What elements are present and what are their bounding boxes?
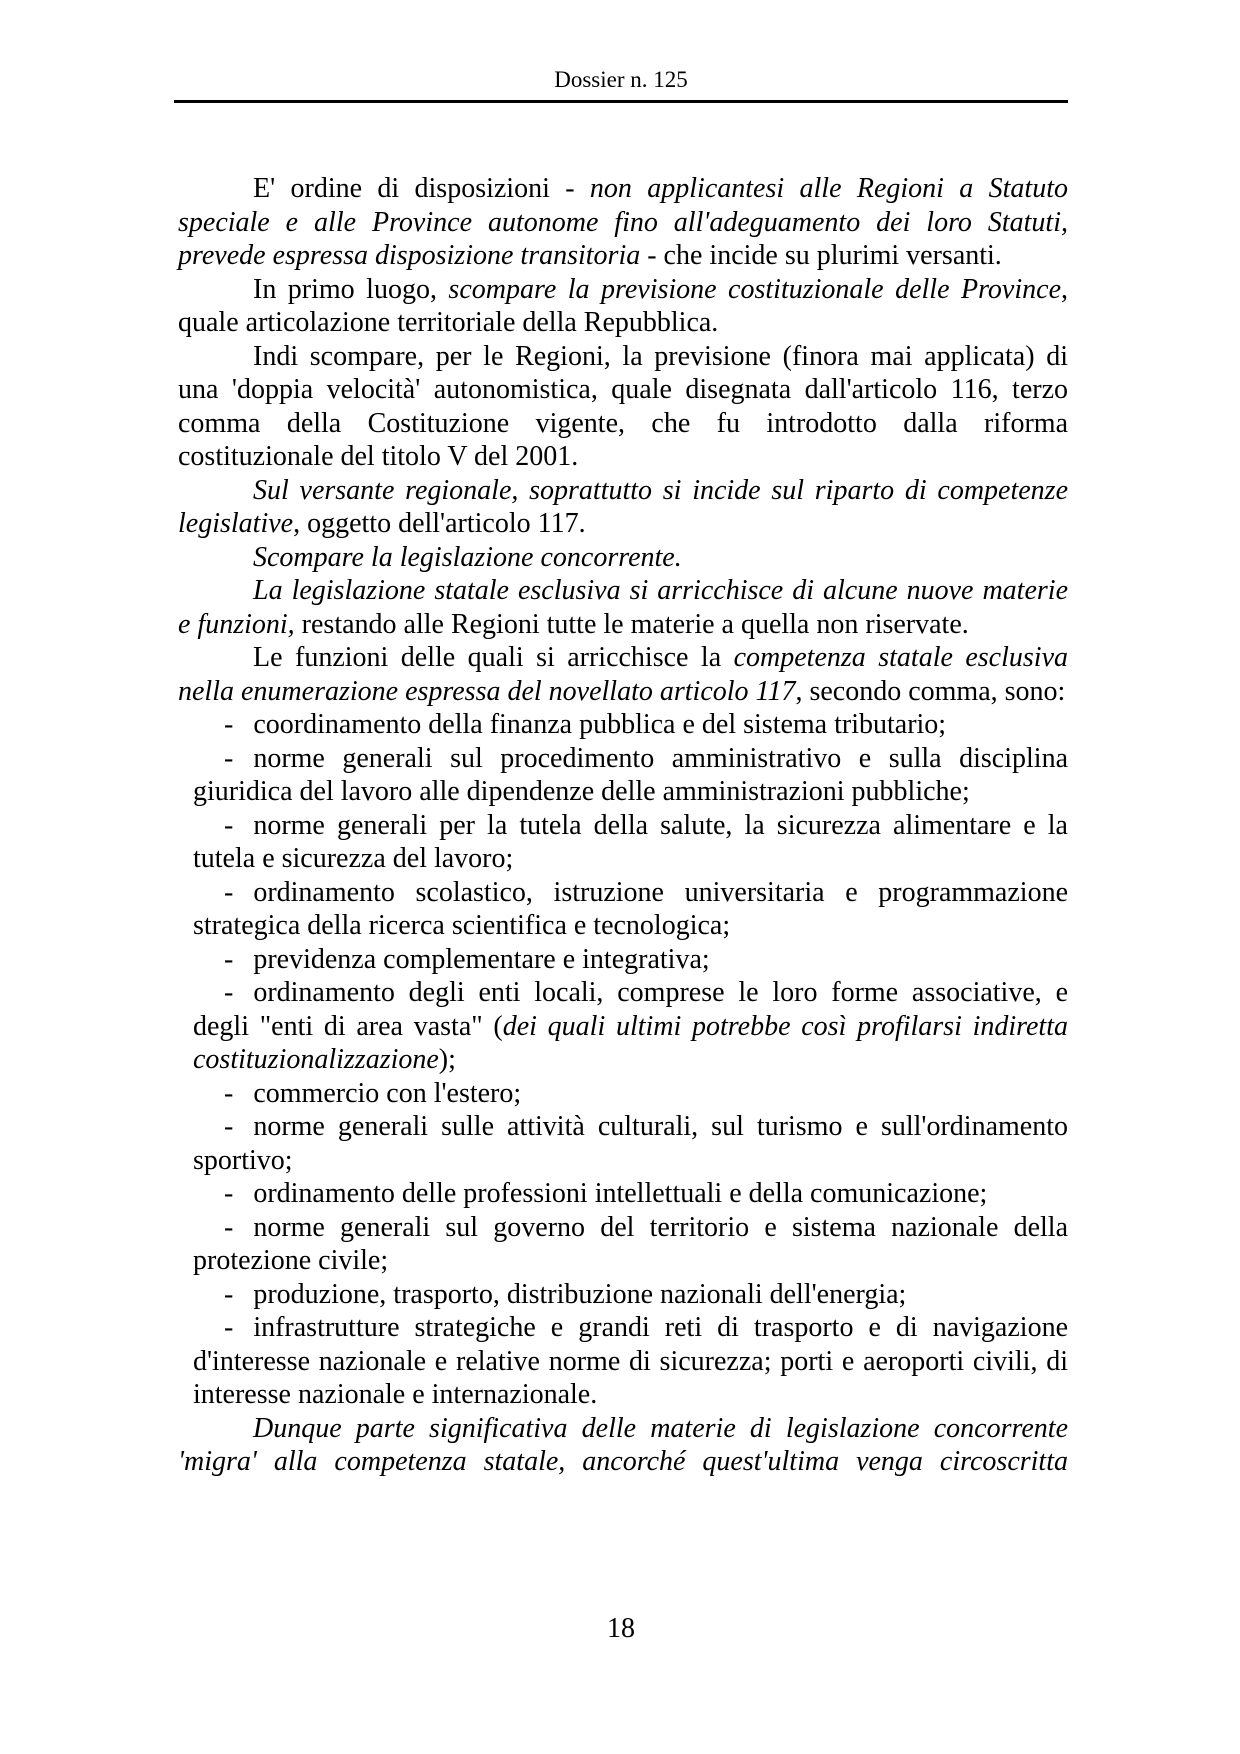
paragraph bbox=[178, 172, 1068, 273]
paragraph bbox=[178, 641, 1068, 708]
text-run-italic: competenza statale esclusiva nella enumerazione espressa del novellato articolo 117 bbox=[178, 642, 1068, 707]
text-run: , quale articolazione territoriale della Repubblica. bbox=[178, 273, 1068, 338]
text-run: norme generali per la tutela della salute, la sicurezza alimentare e la tutela e sicurezza del lavoro; bbox=[193, 809, 1068, 874]
list-dash: - bbox=[224, 1178, 234, 1209]
text-run: infrastrutture strategiche e grandi reti di trasporto e di navigazione d'interesse nazionale e relative norme di sicurezza; porti e aeroporti civili, di interesse nazionale e internazionale. bbox=[193, 1312, 1068, 1410]
text-run: ordinamento degli enti locali, comprese le loro forme associative, e degli "enti di area vasta" ( bbox=[193, 977, 1068, 1042]
list-item bbox=[178, 1311, 1068, 1412]
text-run: , oggetto dell'articolo 117. bbox=[293, 508, 586, 539]
text-run: previdenza complementare e integrativa; bbox=[253, 943, 710, 975]
header-rule bbox=[174, 100, 1068, 103]
list-dash: - bbox=[224, 742, 234, 774]
list-item bbox=[178, 1077, 1068, 1111]
text-run-italic: Scompare la legislazione concorrente. bbox=[253, 541, 682, 573]
list-dash: - bbox=[224, 1278, 234, 1310]
text-run: commercio con l'estero; bbox=[253, 1077, 522, 1109]
text-run: Le funzioni delle quali si arricchisce la bbox=[253, 642, 734, 673]
list-dash: - bbox=[224, 809, 234, 841]
list-item bbox=[178, 742, 1068, 809]
list-item bbox=[178, 1211, 1068, 1278]
list-item bbox=[178, 1110, 1068, 1177]
list-item bbox=[178, 1177, 1068, 1211]
text-run: norme generali sul procedimento amministrativo e sulla disciplina giuridica del lavoro alle dipendenze delle amministrazioni pubbliche; bbox=[193, 742, 1068, 807]
paragraph bbox=[178, 1412, 1068, 1479]
list-dash: - bbox=[224, 977, 234, 1008]
paragraph bbox=[178, 340, 1068, 474]
list-item bbox=[178, 943, 1068, 977]
text-run-italic: La legislazione statale esclusiva si arricchisce di alcune nuove materie e funzioni, bbox=[178, 575, 1068, 640]
text-run: In primo luogo, bbox=[253, 273, 449, 305]
text-run: coordinamento della finanza pubblica e del sistema tributario; bbox=[253, 709, 947, 740]
list-item bbox=[178, 876, 1068, 943]
list-item bbox=[178, 976, 1068, 1077]
text-run: produzione, trasporto, distribuzione nazionali dell'energia; bbox=[253, 1278, 907, 1310]
text-run: - che incide su plurimi versanti. bbox=[640, 240, 1002, 271]
text-run: restando alle Regioni tutte le materie a quella non riservate. bbox=[294, 608, 969, 640]
text-run: norme generali sul governo del territorio e sistema nazionale della protezione civile; bbox=[193, 1211, 1068, 1276]
text-run: ordinamento delle professioni intellettuali e della comunicazione; bbox=[253, 1178, 988, 1209]
list-dash: - bbox=[224, 1312, 234, 1343]
text-run: Indi scompare, per le Regioni, la previsione (finora mai applicata) di una 'doppia velocità' autonomistica, quale disegnata dall'articolo 116, terzo comma della Costituzione vigente, che fu introdotto dalla riforma costituzionale del titolo V del 2001. bbox=[178, 340, 1068, 472]
list-dash: - bbox=[224, 943, 234, 975]
text-run-italic: non applicantesi alle Regioni a Statuto speciale e alle Province autonome fino all'adeguamento dei loro Statuti, prevede espressa disposizione transitoria bbox=[178, 173, 1068, 271]
text-run-italic: Dunque parte significativa delle materie di legislazione concorrente 'migra' alla competenza statale, ancorché quest'ultima venga circoscritta bbox=[178, 1412, 1068, 1477]
text-run: ); bbox=[438, 1044, 456, 1075]
paragraph bbox=[178, 474, 1068, 541]
list-dash: - bbox=[224, 1111, 234, 1142]
list-dash: - bbox=[224, 1211, 234, 1243]
list-dash: - bbox=[224, 876, 234, 908]
page-header-title: Dossier n. 125 bbox=[554, 67, 688, 92]
text-run: E' ordine di disposizioni - bbox=[253, 173, 590, 204]
list-item bbox=[178, 809, 1068, 876]
list-item bbox=[178, 708, 1068, 742]
list-item bbox=[178, 1278, 1068, 1312]
paragraph bbox=[178, 541, 1068, 575]
text-run: , secondo comma, sono: bbox=[795, 675, 1066, 707]
text-run: ordinamento scolastico, istruzione universitaria e programmazione strategica della ricerca scientifica e tecnologica; bbox=[193, 876, 1068, 941]
paragraph bbox=[178, 574, 1068, 641]
text-run-italic: Sul versante regionale, soprattutto si incide sul riparto di competenze legislative bbox=[178, 474, 1068, 539]
page-number: 18 bbox=[607, 1613, 635, 1644]
list-dash: - bbox=[224, 709, 234, 740]
text-run-italic: scompare la previsione costituzionale delle Province bbox=[448, 273, 1061, 305]
text-run-italic: dei quali ultimi potrebbe così profilarsi indiretta costituzionalizzazione bbox=[193, 1010, 1068, 1075]
list-dash: - bbox=[224, 1077, 234, 1109]
document-body bbox=[178, 172, 1068, 1479]
paragraph bbox=[178, 273, 1068, 340]
text-run: norme generali sulle attività culturali, sul turismo e sull'ordinamento sportivo; bbox=[193, 1111, 1068, 1176]
